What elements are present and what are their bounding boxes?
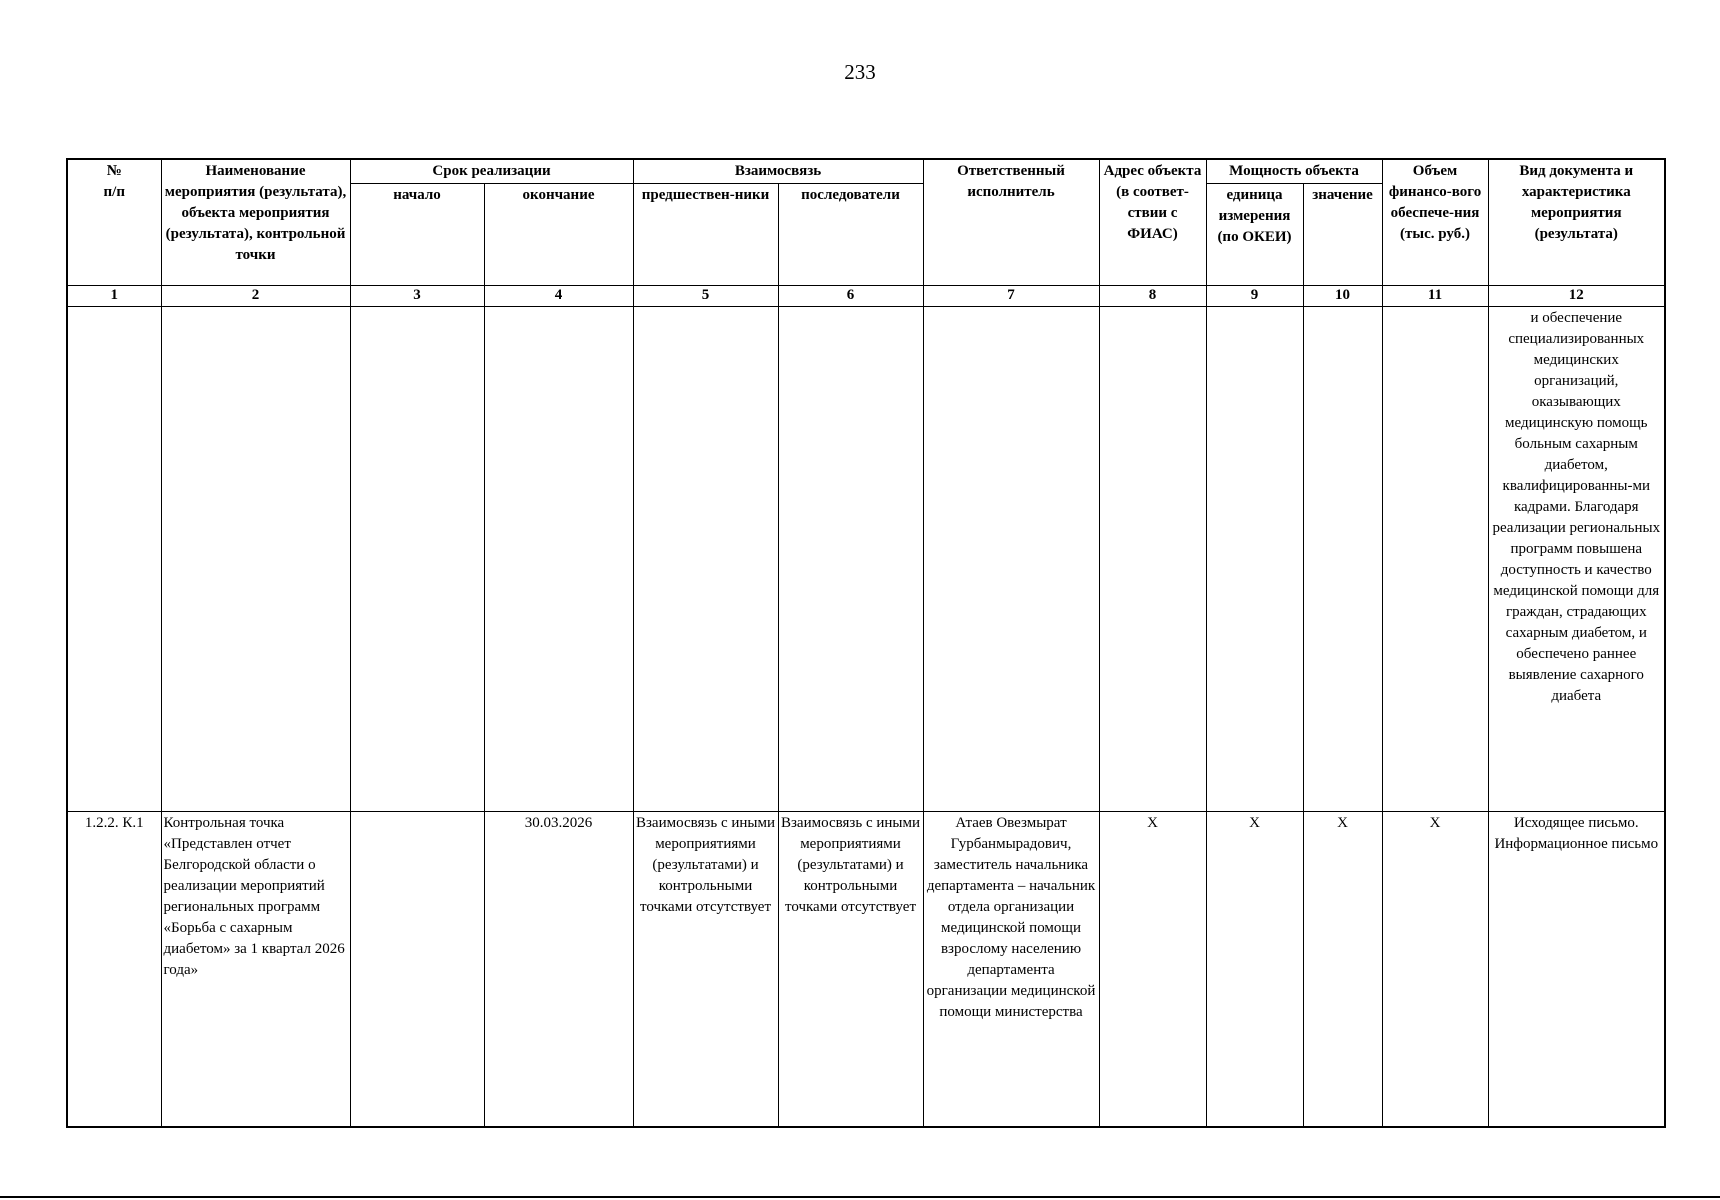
header-name: Наименование мероприятия (результата), объекта мероприятия (результата), контрольной точки: [161, 159, 350, 286]
column-number: 6: [778, 286, 923, 307]
header-doc: Вид документа и характеристика мероприятия (результата): [1488, 159, 1665, 286]
empty-cell: [350, 307, 484, 812]
header-link-pred: предшествен-ники: [633, 184, 778, 286]
column-number: 5: [633, 286, 778, 307]
row-num: 1.2.2. К.1: [67, 812, 161, 1128]
table-row: [67, 812, 1665, 1128]
row-next: Взаимосвязь с иными мероприятиями (результатами) и контрольными точками отсутствует: [778, 812, 923, 1128]
header-address: Адрес объекта (в соответ-ствии с ФИАС): [1099, 159, 1206, 286]
row-start: [350, 812, 484, 1128]
page-number: 233: [844, 60, 876, 84]
empty-cell: [778, 307, 923, 812]
empty-cell: [1099, 307, 1206, 812]
empty-cell: [1382, 307, 1488, 812]
row-name: Контрольная точка «Представлен отчет Белгородской области о реализации мероприятий региональных программ «Борьба с сахарным диабетом» за 1 квартал 2026 года»: [161, 812, 350, 1128]
row-funding: Х: [1382, 812, 1488, 1128]
column-number: 8: [1099, 286, 1206, 307]
column-number-row: [67, 286, 1665, 307]
header-cap-unit: единица измерения (по ОКЕИ): [1206, 184, 1303, 286]
header-row-top: [67, 159, 1665, 184]
row-unit: Х: [1206, 812, 1303, 1128]
empty-cell: [484, 307, 633, 812]
header-term-start: начало: [350, 184, 484, 286]
column-number: 10: [1303, 286, 1382, 307]
row-responsible: Атаев Овезмырат Гурбанмырадович, заместитель начальника департамента – начальник отдела организации медицинской помощи взрослому населению департамента организации медицинской помощи министерства: [923, 812, 1099, 1128]
column-number: 9: [1206, 286, 1303, 307]
row-address: Х: [1099, 812, 1206, 1128]
empty-cell: [923, 307, 1099, 812]
row-doc: Исходящее письмо. Информационное письмо: [1488, 812, 1665, 1128]
column-number: 1: [67, 286, 161, 307]
header-num: № п/п: [67, 159, 161, 286]
continuation-doc-text: и обеспечение специализированных медицинских организаций, оказывающих медицинскую помощь больным сахарным диабетом, квалифицированны-ми кадрами. Благодаря реализации региональных программ повышена доступность и качество медицинской помощи для граждан, страдающих сахарным диабетом, и обеспечено раннее выявление сахарного диабета: [1488, 307, 1665, 812]
column-number: 12: [1488, 286, 1665, 307]
empty-cell: [67, 307, 161, 812]
row-end: 30.03.2026: [484, 812, 633, 1128]
column-number: 3: [350, 286, 484, 307]
column-number: 11: [1382, 286, 1488, 307]
row-pred: Взаимосвязь с иными мероприятиями (результатами) и контрольными точками отсутствует: [633, 812, 778, 1128]
empty-cell: [633, 307, 778, 812]
header-funding: Объем финансо-вого обеспече-ния (тыс. руб.): [1382, 159, 1488, 286]
header-responsible: Ответственный исполнитель: [923, 159, 1099, 286]
header-link: Взаимосвязь: [633, 159, 923, 184]
header-cap-value: значение: [1303, 184, 1382, 286]
page-bottom-edge: [0, 1196, 1720, 1198]
continuation-row: [67, 307, 1665, 812]
header-term-end: окончание: [484, 184, 633, 286]
column-number: 4: [484, 286, 633, 307]
header-term: Срок реализации: [350, 159, 633, 184]
empty-cell: [161, 307, 350, 812]
column-number: 2: [161, 286, 350, 307]
event-plan-table: [66, 158, 1666, 1128]
row-value: Х: [1303, 812, 1382, 1128]
header-capacity: Мощность объекта: [1206, 159, 1382, 184]
empty-cell: [1303, 307, 1382, 812]
column-number: 7: [923, 286, 1099, 307]
header-link-next: последователи: [778, 184, 923, 286]
empty-cell: [1206, 307, 1303, 812]
